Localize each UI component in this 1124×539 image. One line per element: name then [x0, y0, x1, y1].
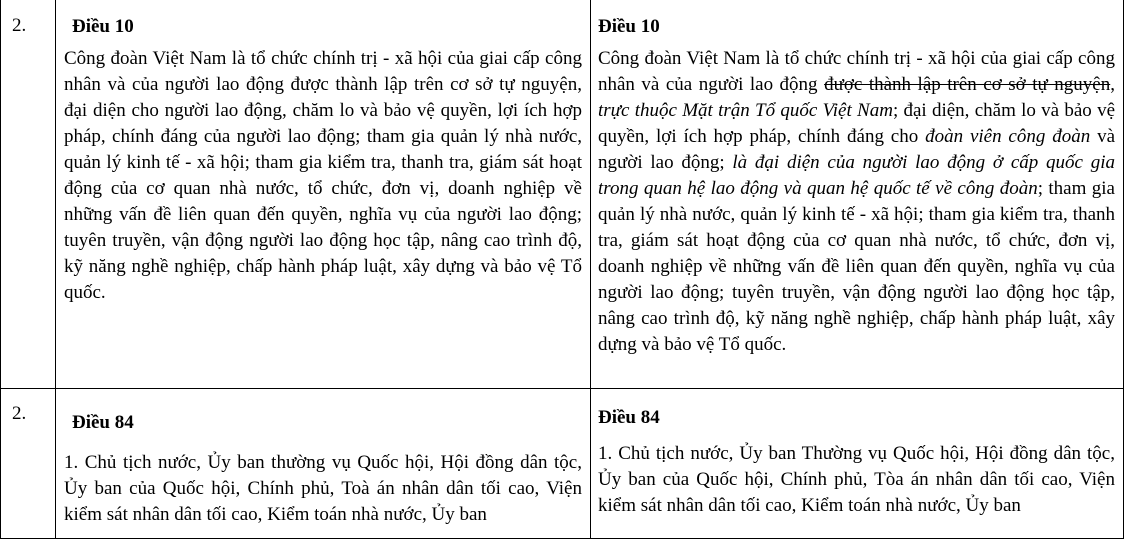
inserted-text: là đại diện của người lao động ở cấp quốc gia trong quan hệ lao động và quan hệ quốc tế về công đoàn: [598, 152, 1115, 199]
amended-text-cell: [591, 389, 1124, 539]
amended-article-text: [598, 441, 1115, 519]
amended-text-cell: [591, 0, 1124, 389]
text-run: ; tham gia quản lý nhà nước, quản lý kinh tế - xã hội; tham gia kiểm tra, thanh tra, giám sát hoạt động của cơ quan nhà nước, tổ chức, đơn vị, doanh nghiệp về những vấn đề liên quan đến quyền, nghĩa vụ của người lao động; tuyên truyền, vận động người lao động học tập, nâng cao trình độ, kỹ năng nghề nghiệp, chấp hành pháp luật, xây dựng và bảo vệ Tổ quốc.: [598, 178, 1115, 355]
table-row: [1, 0, 1124, 389]
row-number-cell: [1, 389, 56, 539]
text-run: ,: [1110, 74, 1115, 95]
article-text: 1. Chủ tịch nước, Ủy ban thường vụ Quốc hội, Hội đồng dân tộc, Ủy ban của Quốc hội, Chính phủ, Toà án nhân dân tối cao, Viện kiểm sát nhân dân tối cao, Kiểm toán nhà nước, Ủy ban: [64, 452, 582, 525]
article-heading: Điều 10: [72, 16, 134, 37]
text-run: ; đại diện, chăm lo và bảo vệ quyền, lợi ích hợp pháp, chính đáng cho: [598, 100, 1115, 147]
text-run: và người lao động;: [598, 126, 1115, 173]
article-heading: Điều 84: [72, 412, 134, 433]
text-run: Công đoàn Việt Nam là tổ chức chính trị - xã hội của giai cấp công nhân và của người lao động: [598, 48, 1115, 95]
article-text: Công đoàn Việt Nam là tổ chức chính trị - xã hội của giai cấp công nhân và của người lao động được thành lập trên cơ sở tự nguyện, đại diện cho người lao động, chăm lo và bảo vệ quyền, lợi ích hợp pháp, chính đáng của người lao động; tham gia quản lý nhà nước, quản lý kinh tế - xã hội; tham gia kiểm tra, thanh tra, giám sát hoạt động của cơ quan nhà nước, tổ chức, đơn vị, doanh nghiệp về những vấn đề liên quan đến quyền, nghĩa vụ của người lao động; tuyên truyền, vận động người lao động học tập, nâng cao trình độ, kỹ năng nghề nghiệp, chấp hành pháp luật, xây dựng và bảo vệ Tổ quốc.: [64, 48, 582, 303]
article-heading: Điều 84: [598, 407, 660, 428]
original-text-cell: [56, 0, 591, 389]
row-number: 2.: [12, 403, 27, 424]
inserted-text: đoàn viên công đoàn: [925, 126, 1091, 147]
deleted-text: được thành lập trên cơ sở tự nguyện: [824, 74, 1111, 95]
article-heading: Điều 10: [598, 16, 660, 37]
text-run: 1. Chủ tịch nước, Ủy ban Thường vụ Quốc hội, Hội đồng dân tộc, Ủy ban của Quốc hội, Chính phủ, Tòa án nhân dân tối cao, Viện kiểm sát nhân dân tối cao, Kiểm toán nhà nước, Ủy ban: [598, 443, 1115, 516]
amended-article-text: [598, 46, 1115, 358]
row-number-cell: [1, 0, 56, 389]
inserted-text: trực thuộc Mặt trận Tổ quốc Việt Nam: [598, 100, 893, 121]
original-text-cell: [56, 389, 591, 539]
row-number: 2.: [12, 15, 27, 36]
table-row: [1, 389, 1124, 539]
